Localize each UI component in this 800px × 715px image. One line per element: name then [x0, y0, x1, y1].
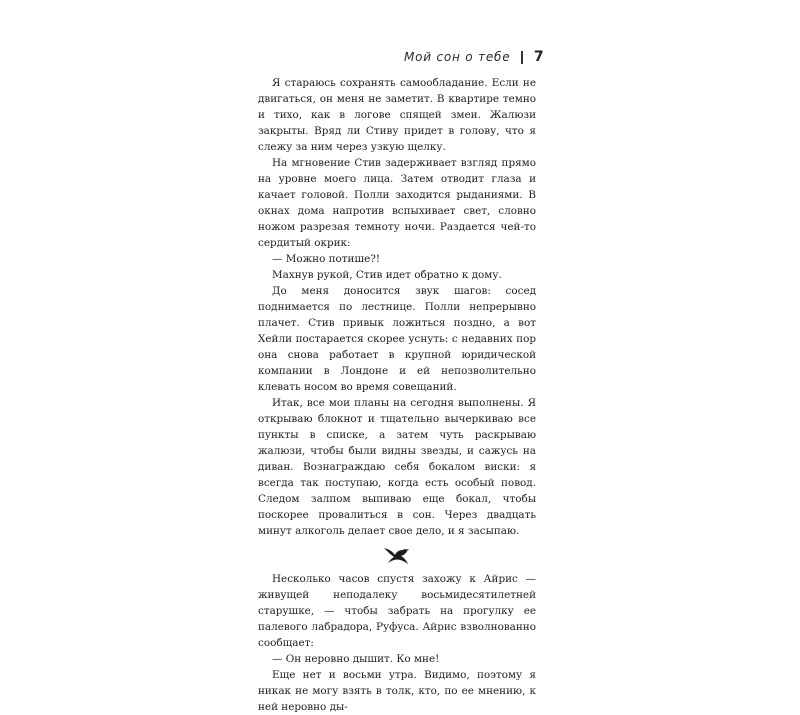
paragraph: Несколько часов спустя захожу к Айрис — живущей неподалеку восьмидесятилетней старушке, — чтобы забрать на прогулку ее палевого лабрадора, Руфуса. Айрис взволнованно сообщает:: [258, 573, 536, 649]
dialogue-line: — Можно потише?!: [272, 253, 381, 265]
running-title: Мой сон о тебе: [404, 50, 511, 64]
body-text: [258, 75, 536, 715]
section-break: [258, 540, 536, 569]
header-divider: [521, 51, 523, 64]
dialogue-line: — Он неровно дышит. Ко мне!: [272, 653, 440, 665]
paragraph: Махнув рукой, Стив идет обратно к дому.: [272, 269, 502, 281]
paragraph: Итак, все мои планы на сегодня выполнены. Я открываю блокнот и тщательно вычеркиваю все пункты в списке, а затем чуть раскрываю жалюзи, чтобы были видны звезды, и сажусь на диван. Вознаграждаю себя бокалом виски: я всегда так поступаю, когда есть особый повод. Следом залпом выпиваю еще бокал, чтобы поскорее провалиться в сон. Через двадцать минут алкоголь делает свое дело, и я засыпаю.: [258, 397, 536, 537]
paragraph: До меня доносится звук шагов: сосед поднимается по лестнице. Полли непрерывно плачет. Стив привык ложиться поздно, а вот Хейли постарается скорее уснуть: с недавних пор она снова работает в крупной юридической компании в Лондоне и ей непозволительно клевать носом во время совещаний.: [258, 285, 536, 393]
paragraph: Я стараюсь сохранять самообладание. Если не двигаться, он меня не заметит. В квартире темно и тихо, как в логове спящей змеи. Жалюзи закрыты. Вряд ли Стиву придет в голову, что я слежу за ним через узкую щелку.: [258, 77, 536, 153]
running-header: [404, 49, 544, 65]
page-number: 7: [533, 49, 544, 65]
swallow-bird-icon: [383, 544, 411, 566]
paragraph: Еще нет и восьми утра. Видимо, поэтому я никак не могу взять в толк, кто, по ее мнению, к ней неровно ды-: [258, 669, 536, 713]
paragraph: На мгновение Стив задерживает взгляд прямо на уровне моего лица. Затем отводит глаза и качает головой. Полли заходится рыданиями. В окнах дома напротив вспыхивает свет, словно ножом разрезая темноту ночи. Раздается чей-то сердитый окрик:: [258, 157, 536, 249]
